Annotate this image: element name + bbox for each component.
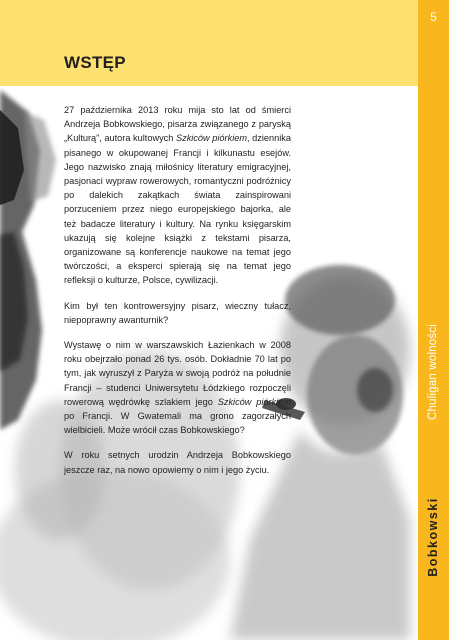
side-subtitle: Chuligan wolności [427, 323, 439, 421]
header-band [0, 0, 418, 86]
page-number: 5 [430, 10, 437, 24]
side-author-name: Bobkowski [426, 497, 440, 577]
paragraph-3-title: Szkiców piórkiem [217, 396, 291, 407]
body-text [64, 103, 291, 488]
paragraph-1 [64, 103, 291, 288]
paragraph-1-title: Szkiców piórkiem [175, 133, 247, 144]
paragraph-1-end: , dziennika pisanego w okupowanej Francji i kilkunastu esejów. Jego nazwisko znają miłośnicy literatury emigracyjnej, pasjonaci wypraw rowerowych, romantyczni podróżnicy po dalekich zakątkach świata zainspirowani porzuceniem przez niego europejskiego bajorka, ale też badacze literatury i kultury. Na rynku księgarskim ukazują się kolejne książki z tekstami pisarza, organizowane są konferencje naukowe na temat jego twórczości, a eksperci spierają się na temat jego refleksji o kulturze, Polsce, cywilizacji. [64, 133, 291, 286]
paragraph-1-start: 27 października 2013 roku mija sto lat od śmierci Andrzeja Bobkowskiego, pisarza związanego z paryską „Kulturą”, autora kultowych [64, 105, 291, 144]
paragraph-2: Kim był ten kontrowersyjny pisarz, wieczny tułacz, niepoprawny awanturnik? [64, 300, 291, 325]
paragraph-4: W roku setnych urodzin Andrzeja Bobkowskiego jeszcze raz, na nowo opowiemy o nim i jego życiu. [64, 450, 291, 475]
paragraph-3-start: Wystawę o nim w warszawskich Łazienkach w 2008 roku obejrzało ponad 26 tys. osób. Dokładnie 70 lat po tym, jak wyruszył z Paryża w swoją podróż na południe Francji – studenci Uniwersytetu Łódzkiego rozpoczęli rowerową wędrówkę szlakiem jego [64, 340, 291, 407]
paragraph-3 [64, 338, 291, 437]
page-title: WSTĘP [64, 53, 126, 72]
paragraph-3-end: po Francji. W Gwatemali ma grono zagorzałych wielbicieli. Może wrócił czas Bobkowskiego? [64, 411, 291, 436]
